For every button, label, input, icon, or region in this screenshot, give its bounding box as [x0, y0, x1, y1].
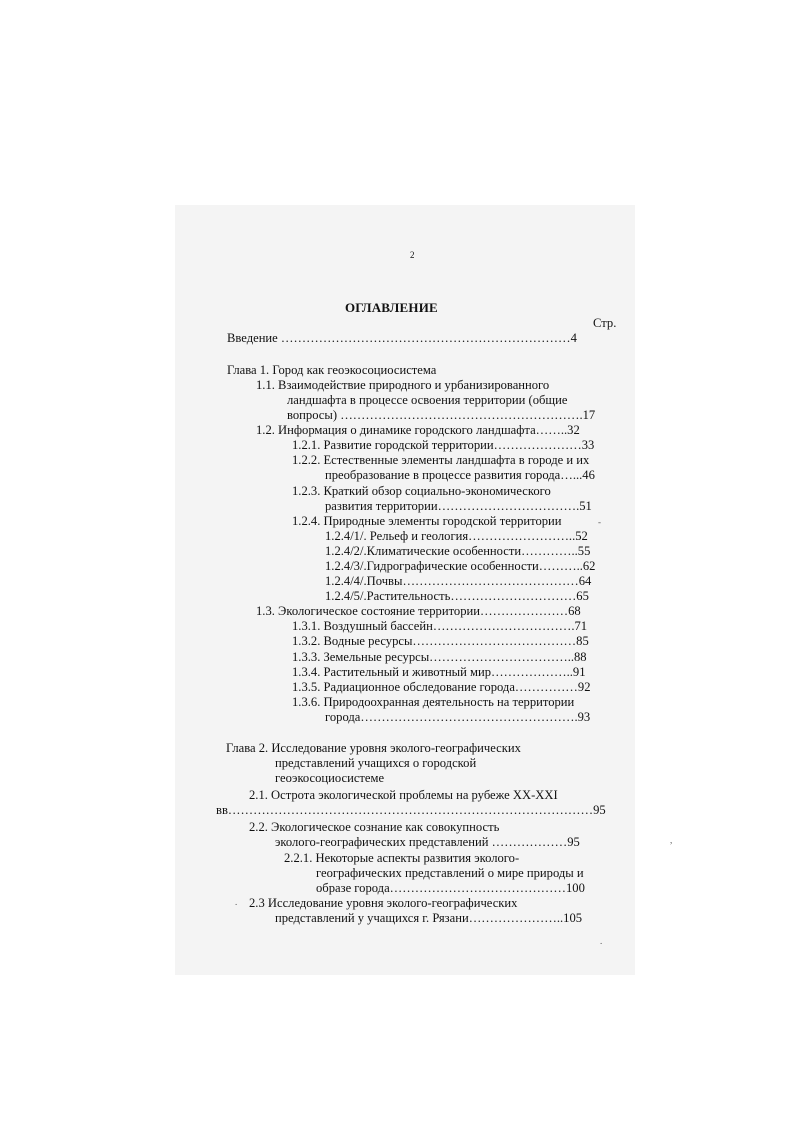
scan-speck: .: [235, 897, 238, 907]
page-column-label: Стр.: [593, 316, 617, 330]
toc-line: представлений учащихся о городской: [275, 756, 477, 770]
toc-line: геоэкосоциосистеме: [275, 771, 385, 785]
toc-line: 1.3.4. Растительный и животный мир………………..91: [292, 665, 586, 679]
toc-line: 1.2.2. Естественные элементы ландшафта в городе и их: [292, 453, 590, 467]
toc-line: преобразование в процессе развития города…...46: [325, 468, 595, 482]
toc-line: Введение ……………………………………………………………4: [227, 331, 577, 345]
page-title: ОГЛАВЛЕНИЕ: [345, 300, 438, 315]
toc-line: ландшафта в процессе освоения территории (общие: [287, 393, 568, 407]
toc-line: Глава 2. Исследование уровня эколого-географических: [226, 741, 521, 755]
toc-line: 1.3.6. Природоохранная деятельность на территории: [292, 695, 575, 709]
toc-line: 1.3.2. Водные ресурсы…………………………………85: [292, 634, 589, 648]
toc-line: вопросы) ………………………………………………….17: [287, 408, 596, 422]
toc-line: города…………………………………………….93: [325, 710, 591, 724]
toc-line: 1.3.1. Воздушный бассейн…………………………….71: [292, 619, 588, 633]
toc-line: 1.2.4/2/.Климатические особенности…………..55: [325, 544, 591, 558]
scan-speck: ,: [670, 835, 673, 845]
toc-line: представлений у учащихся г. Рязани…………………..105: [275, 911, 583, 925]
toc-line: 1.3.3. Земельные ресурсы……………………………..88: [292, 650, 587, 664]
toc-line: 1.2.3. Краткий обзор социально-экономического: [292, 484, 551, 498]
toc-line: эколого-географических представлений ………………95: [275, 835, 580, 849]
toc-line: 1.2.4/1/. Рельеф и геология……………………..52: [325, 529, 588, 543]
toc-line: 2.2. Экологическое сознание как совокупность: [249, 820, 500, 834]
scan-speck: .: [600, 936, 603, 946]
toc-line: 1.2.4/5/.Растительность…………………………65: [325, 589, 589, 603]
toc-line: образе города……………………………………100: [316, 881, 585, 895]
toc-line: 2.3 Исследование уровня эколого-географических: [249, 896, 518, 910]
page-number: 2: [410, 250, 415, 260]
toc-line: 1.1. Взаимодействие природного и урбанизированного: [256, 378, 550, 392]
toc-line: географических представлений о мире природы и: [316, 866, 584, 880]
toc-line: Глава 1. Город как геоэкосоциосистема: [227, 363, 437, 377]
toc-line: 1.2.1. Развитие городской территории…………………33: [292, 438, 595, 452]
scan-speck: -: [598, 517, 601, 527]
toc-line: 1.3.5. Радиационное обследование города……………92: [292, 680, 591, 694]
toc-line: вв……………………………………………………………………………95: [216, 803, 606, 817]
toc-line: 1.2. Информация о динамике городского ландшафта……..32: [256, 423, 580, 437]
toc-line: 2.2.1. Некоторые аспекты развития эколого-: [284, 851, 520, 865]
toc-line: развития территории…………………………….51: [325, 499, 592, 513]
toc-line: 1.2.4/4/.Почвы……………………………………64: [325, 574, 592, 588]
toc-line: 1.3. Экологическое состояние территории…………………68: [256, 604, 581, 618]
toc-line: 2.1. Острота экологической проблемы на рубеже XX-XXI: [249, 788, 558, 802]
toc-line: 1.2.4. Природные элементы городской территории: [292, 514, 562, 528]
toc-line: 1.2.4/3/.Гидрографические особенности………..62: [325, 559, 596, 573]
